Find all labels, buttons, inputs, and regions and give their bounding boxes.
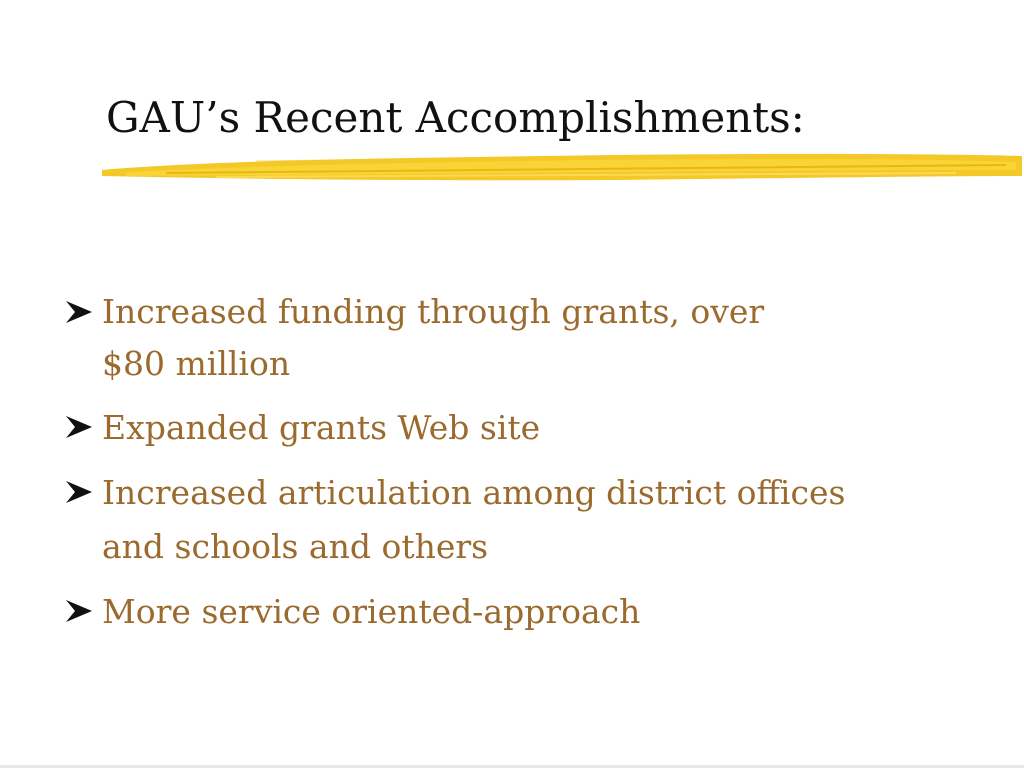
bullet-text: Expanded grants Web site: [102, 408, 541, 447]
arrowhead-bullet-icon: [62, 286, 96, 340]
list-item: [62, 401, 962, 455]
bullet-text-line-1: Increased funding through grants, over: [102, 292, 765, 331]
title-underline-brushstroke: [96, 146, 1024, 190]
accomplishments-list: [62, 286, 962, 650]
bullet-text-line-1: Increased articulation among district offices: [102, 473, 846, 512]
slide-title: GAU’s Recent Accomplishments:: [106, 93, 805, 142]
arrowhead-bullet-icon: [62, 585, 96, 639]
list-item: [62, 466, 962, 574]
list-item: [62, 585, 962, 639]
bullet-text-line-2: $80 million: [102, 344, 291, 383]
arrowhead-bullet-icon: [62, 466, 96, 520]
bullet-text-line-2: and schools and others: [102, 527, 489, 566]
arrowhead-bullet-icon: [62, 401, 96, 455]
bullet-text: More service oriented-approach: [102, 592, 641, 631]
list-item: [62, 286, 962, 390]
